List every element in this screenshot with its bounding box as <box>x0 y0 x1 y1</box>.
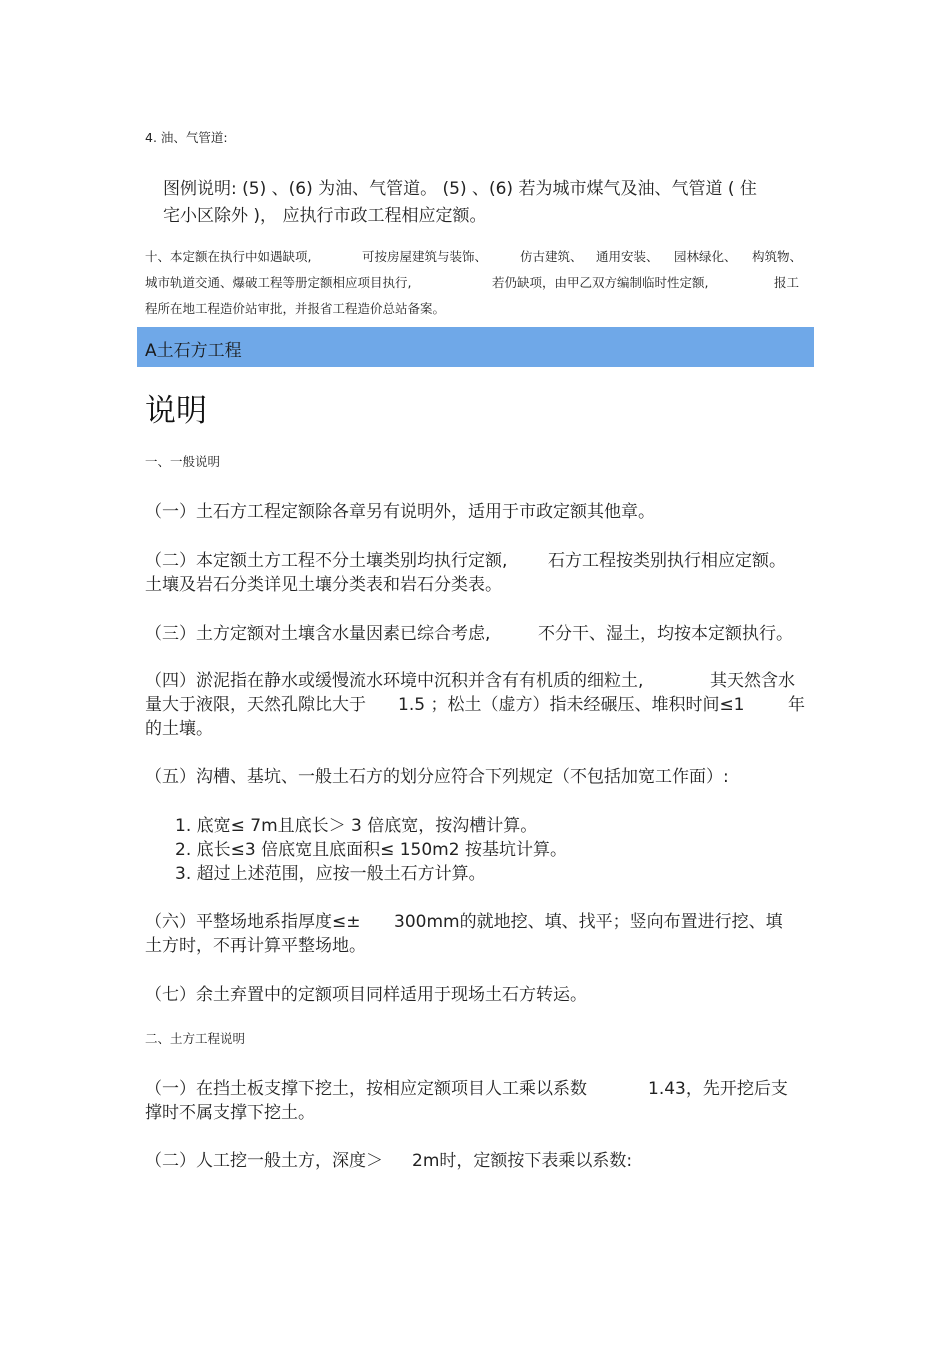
general-p2-line1a: （二）本定额土方工程不分土壤类别均执行定额, <box>145 551 508 571</box>
general-p4-line2a: 量大于液限，天然孔隙比大于 <box>145 695 366 715</box>
legend-line-2: 宅小区除外 )， 应执行市政工程相应定额。 <box>163 206 487 226</box>
earthwork-p1-line1a: （一）在挡土板支撑下挖土，按相应定额项目人工乘以系数 <box>145 1079 587 1099</box>
section-banner <box>137 327 814 367</box>
earthwork-p1-line1b: 1.43，先开挖后支 <box>648 1079 788 1099</box>
clause-10-line-1c: 仿古建筑、 <box>520 249 583 264</box>
clause-10-line-2a: 城市轨道交通、爆破工程等册定额相应项目执行, <box>145 275 412 290</box>
clause-10-line-1e: 园林绿化、 <box>674 249 737 264</box>
general-p4-line2c: 年 <box>788 695 805 715</box>
clause-10-line-1a: 十、本定额在执行中如遇缺项, <box>145 249 312 264</box>
clause-10-line-3: 程所在地工程造价站审批，并报省工程造价总站备案。 <box>145 301 446 316</box>
section-4-title: 4. 油、气管道: <box>145 130 228 145</box>
banner-title: A土石方工程 <box>145 341 242 361</box>
clause-10-line-2b: 若仍缺项，由甲乙双方编制临时性定额, <box>492 275 709 290</box>
earthwork-p2a: （二）人工挖一般土方，深度＞ <box>145 1151 383 1171</box>
general-p3b: 不分干、湿土，均按本定额执行。 <box>538 624 793 644</box>
general-p4-line1b: 其天然含水 <box>710 671 795 691</box>
clause-10-line-1b: 可按房屋建筑与装饰、 <box>362 249 488 264</box>
general-p2-line2: 土壤及岩石分类详见土壤分类表和岩石分类表。 <box>145 575 502 595</box>
general-p7: （七）余土弃置中的定额项目同样适用于现场土石方转运。 <box>145 985 587 1005</box>
clause-10-line-1d: 通用安装、 <box>596 249 659 264</box>
general-p2-line1b: 石方工程按类别执行相应定额。 <box>548 551 786 571</box>
rule-3: 3. 超过上述范围，应按一般土石方计算。 <box>175 864 486 884</box>
rule-1: 1. 底宽≤ 7m且底长＞ 3 倍底宽，按沟槽计算。 <box>175 816 538 836</box>
general-p4-line1a: （四）淤泥指在静水或缓慢流水环境中沉积并含有有机质的细粒土, <box>145 671 644 691</box>
general-p1: （一）土石方工程定额除各章另有说明外，适用于市政定额其他章。 <box>145 502 655 522</box>
general-p4-line2b: 1.5 ；松土（虚方）指未经碾压、堆积时间≤1 <box>398 695 745 715</box>
page-heading: 说明 <box>145 393 207 429</box>
rule-2: 2. 底长≤3 倍底宽且底面积≤ 150m2 按基坑计算。 <box>175 840 567 860</box>
clause-10-line-2c: 报工 <box>774 275 800 290</box>
legend-line-1: 图例说明: (5) 、(6) 为油、气管道。 (5) 、(6) 若为城市煤气及油、气管道 ( 住 <box>163 179 757 199</box>
general-p6-line1b: 300mm的就地挖、填、找平；竖向布置进行挖、填 <box>394 912 783 932</box>
general-p4-line3: 的土壤。 <box>145 719 213 739</box>
earthwork-title: 二、土方工程说明 <box>145 1031 246 1046</box>
clause-10-line-1f: 构筑物、 <box>752 249 803 264</box>
general-p3a: （三）土方定额对土壤含水量因素已综合考虑, <box>145 624 491 644</box>
general-p6-line2: 土方时，不再计算平整场地。 <box>145 936 366 956</box>
general-p5: （五）沟槽、基坑、一般土石方的划分应符合下列规定（不包括加宽工作面）: <box>145 767 729 787</box>
earthwork-p1-line2: 撑时不属支撑下挖土。 <box>145 1103 315 1123</box>
general-title: 一、一般说明 <box>145 454 221 469</box>
general-p6-line1a: （六）平整场地系指厚度≤± <box>145 912 361 932</box>
earthwork-p2b: 2m时，定额按下表乘以系数: <box>412 1151 633 1171</box>
